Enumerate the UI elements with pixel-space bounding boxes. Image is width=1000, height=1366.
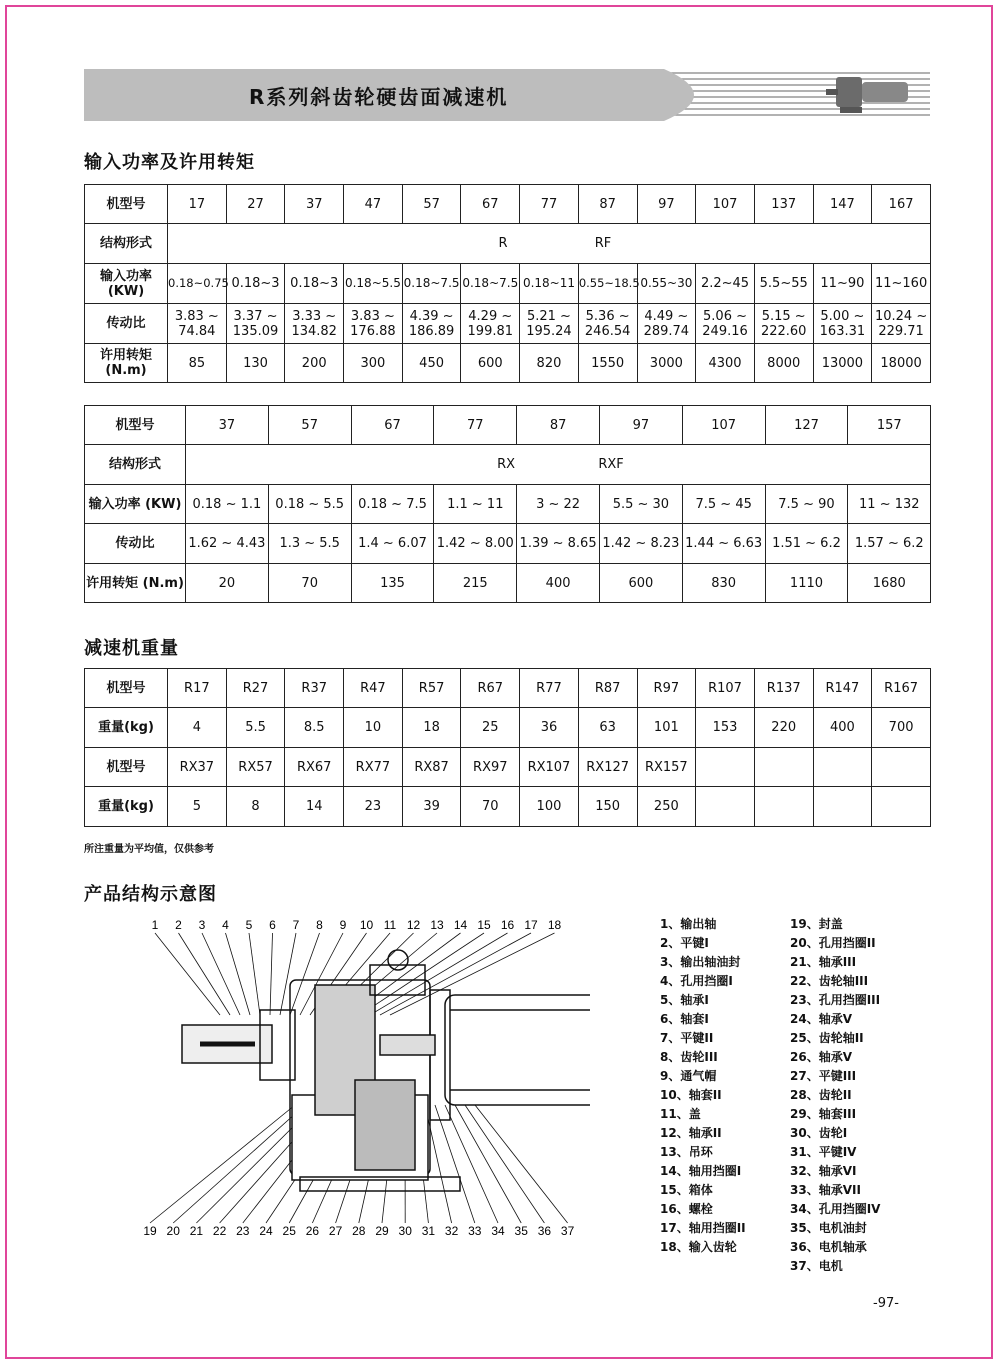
form-value-a: RX xyxy=(497,457,516,472)
legend-item: 18、输入齿轮 xyxy=(660,1240,737,1254)
legend-item: 1、输出轴 xyxy=(660,917,717,931)
callout-number: 17 xyxy=(524,918,538,932)
power-cell: 0.18 ~ 7.5 xyxy=(351,485,434,524)
model-cell: RX37 xyxy=(168,748,227,787)
weight-cell: 23 xyxy=(344,787,403,827)
model-cell xyxy=(813,748,872,787)
model-cell: R47 xyxy=(344,669,403,708)
torque-cell: 1550 xyxy=(578,344,637,383)
weight-cell: 4 xyxy=(168,708,227,748)
weight-table xyxy=(84,668,931,827)
form-label: 结构形式 xyxy=(85,224,168,264)
torque-cell: 4300 xyxy=(696,344,755,383)
callout-number: 27 xyxy=(328,1224,343,1238)
weight-cell: 400 xyxy=(813,708,872,748)
legend-item: 14、轴用挡圈I xyxy=(660,1164,742,1178)
leader-line xyxy=(155,933,220,1015)
r-series-table xyxy=(84,184,931,383)
callout-number: 29 xyxy=(375,1224,389,1238)
torque-cell: 300 xyxy=(344,344,403,383)
callout-number: 23 xyxy=(236,1224,250,1238)
model-cell: R87 xyxy=(578,669,637,708)
ratio-cell: 5.21 ~ 195.24 xyxy=(520,304,579,344)
model-cell: 57 xyxy=(402,185,461,224)
model-cell: 37 xyxy=(285,185,344,224)
legend-item: 30、齿轮I xyxy=(790,1126,848,1140)
legend-item: 28、齿轮II xyxy=(790,1088,852,1102)
torque-row xyxy=(85,564,931,603)
model-cell: 97 xyxy=(599,406,682,445)
legend-item: 25、齿轮轴II xyxy=(790,1031,864,1045)
callout-number: 5 xyxy=(245,918,253,932)
legend-item: 8、齿轮III xyxy=(660,1050,718,1064)
model-label: 机型号 xyxy=(85,185,168,224)
legend-item: 11、盖 xyxy=(660,1107,701,1121)
power-row xyxy=(85,264,931,304)
model-cell: RX127 xyxy=(578,748,637,787)
callout-number: 13 xyxy=(430,918,444,932)
torque-label: 许用转矩 (N.m) xyxy=(85,344,168,383)
power-cell: 11~90 xyxy=(813,264,872,304)
rx-series-table xyxy=(84,405,931,603)
ratio-label: 传动比 xyxy=(85,304,168,344)
power-cell: 7.5 ~ 45 xyxy=(682,485,765,524)
model-cell: 77 xyxy=(434,406,517,445)
power-cell: 5.5~55 xyxy=(754,264,813,304)
weight-cell: 101 xyxy=(637,708,696,748)
section-title-power: 输入功率及许用转矩 xyxy=(84,152,255,173)
callout-number: 26 xyxy=(305,1224,320,1238)
weight-cell: 220 xyxy=(754,708,813,748)
power-cell: 0.18~0.75 xyxy=(168,264,227,304)
weight-cell: 14 xyxy=(285,787,344,827)
model-cell: 67 xyxy=(461,185,520,224)
power-cell: 0.18~7.5 xyxy=(461,264,520,304)
callout-number: 33 xyxy=(468,1224,482,1238)
model-cell: RX107 xyxy=(520,748,579,787)
model-cell: R27 xyxy=(226,669,285,708)
ratio-cell: 1.39 ~ 8.65 xyxy=(517,524,600,564)
weight-cell xyxy=(872,787,931,827)
callout-number: 10 xyxy=(359,918,374,932)
weight-cell: 250 xyxy=(637,787,696,827)
torque-cell: 200 xyxy=(285,344,344,383)
power-cell: 11 ~ 132 xyxy=(848,485,931,524)
legend-item: 32、轴承VI xyxy=(790,1164,857,1178)
callout-number: 30 xyxy=(398,1224,412,1238)
legend-item: 6、轴套I xyxy=(660,1012,709,1026)
callout-number: 25 xyxy=(282,1224,296,1238)
weight-cell: 153 xyxy=(696,708,755,748)
model-cell: R167 xyxy=(872,669,931,708)
r-weight-row xyxy=(85,708,931,748)
gearbox-cross-section-diagram xyxy=(140,915,590,1245)
leader-line xyxy=(380,933,531,1015)
section-title-weight: 减速机重量 xyxy=(84,638,179,659)
torque-cell: 215 xyxy=(434,564,517,603)
model-cell: 157 xyxy=(848,406,931,445)
legend-item: 16、螺栓 xyxy=(660,1202,713,1216)
ratio-cell: 4.39 ~ 186.89 xyxy=(402,304,461,344)
model-cell: RX67 xyxy=(285,748,344,787)
power-cell: 0.18~3 xyxy=(285,264,344,304)
callout-number: 8 xyxy=(316,918,323,932)
callout-number: 9 xyxy=(339,918,347,932)
form-value-a: R xyxy=(498,236,508,251)
legend-item: 23、孔用挡圈III xyxy=(790,993,881,1007)
weight-cell: 700 xyxy=(872,708,931,748)
model-cell: 107 xyxy=(682,406,765,445)
model-cell: R137 xyxy=(754,669,813,708)
legend-item: 37、电机 xyxy=(790,1259,843,1273)
leader-line xyxy=(455,1105,521,1223)
power-cell: 0.18~3 xyxy=(226,264,285,304)
leader-line xyxy=(202,933,240,1015)
legend-item: 31、平键IV xyxy=(790,1145,857,1159)
torque-cell: 1680 xyxy=(848,564,931,603)
weight-cell xyxy=(696,787,755,827)
power-cell: 0.18~11 xyxy=(520,264,579,304)
parts-legend-col2 xyxy=(790,915,880,1276)
leader-line xyxy=(249,933,260,1015)
ratio-cell: 5.00 ~ 163.31 xyxy=(813,304,872,344)
legend-item: 26、轴承V xyxy=(790,1050,852,1064)
torque-cell: 400 xyxy=(517,564,600,603)
ratio-cell: 3.37 ~ 135.09 xyxy=(226,304,285,344)
torque-cell: 820 xyxy=(520,344,579,383)
ratio-cell: 10.24 ~ 229.71 xyxy=(872,304,931,344)
leader-line xyxy=(150,1105,295,1223)
model-cell: 107 xyxy=(696,185,755,224)
model-cell: R57 xyxy=(402,669,461,708)
model-cell: 47 xyxy=(344,185,403,224)
form-value-b: RF xyxy=(594,236,612,251)
legend-item: 4、孔用挡圈I xyxy=(660,974,733,988)
form-row xyxy=(85,445,931,485)
leader-line xyxy=(226,933,251,1015)
callout-number: 16 xyxy=(500,918,515,932)
ratio-cell: 1.51 ~ 6.2 xyxy=(765,524,848,564)
legend-item: 22、齿轮轴III xyxy=(790,974,869,988)
torque-cell: 830 xyxy=(682,564,765,603)
section-title-structure: 产品结构示意图 xyxy=(84,884,217,905)
torque-cell: 450 xyxy=(402,344,461,383)
legend-item: 2、平键I xyxy=(660,936,709,950)
model-cell: RX87 xyxy=(402,748,461,787)
form-label: 结构形式 xyxy=(85,445,186,485)
model-cell: 167 xyxy=(872,185,931,224)
callout-number: 1 xyxy=(151,918,159,932)
legend-item: 10、轴套II xyxy=(660,1088,722,1102)
torque-cell: 70 xyxy=(268,564,351,603)
weight-cell: 63 xyxy=(578,708,637,748)
leader-line xyxy=(370,933,508,1015)
callout-number: 28 xyxy=(352,1224,366,1238)
leader-line xyxy=(390,933,555,1015)
weight-cell: 5 xyxy=(168,787,227,827)
power-label: 输入功率 (KW) xyxy=(85,485,186,524)
weight-cell: 100 xyxy=(520,787,579,827)
legend-item: 36、电机轴承 xyxy=(790,1240,867,1254)
callout-number: 12 xyxy=(406,918,421,932)
leader-line xyxy=(270,933,273,1015)
callout-number: 7 xyxy=(292,918,300,932)
legend-item: 13、吊环 xyxy=(660,1145,713,1159)
weight-cell xyxy=(754,787,813,827)
weight-note: 所注重量为平均值，仅供参考 xyxy=(84,844,214,855)
ratio-cell: 5.06 ~ 249.16 xyxy=(696,304,755,344)
power-cell: 0.18~7.5 xyxy=(402,264,461,304)
model-cell xyxy=(754,748,813,787)
model-cell: 97 xyxy=(637,185,696,224)
callout-number: 37 xyxy=(560,1224,575,1238)
torque-cell: 130 xyxy=(226,344,285,383)
ratio-cell: 5.36 ~ 246.54 xyxy=(578,304,637,344)
model-cell: 77 xyxy=(520,185,579,224)
model-cell: 147 xyxy=(813,185,872,224)
callout-number: 20 xyxy=(166,1224,180,1238)
model-cell: R67 xyxy=(461,669,520,708)
callout-number: 6 xyxy=(269,918,276,932)
torque-cell: 1110 xyxy=(765,564,848,603)
weight-cell: 150 xyxy=(578,787,637,827)
ratio-cell: 1.4 ~ 6.07 xyxy=(351,524,434,564)
legend-item: 5、轴承I xyxy=(660,993,709,1007)
model-cell: R107 xyxy=(696,669,755,708)
model-label: 机型号 xyxy=(85,669,168,708)
callout-number: 36 xyxy=(537,1224,552,1238)
model-cell xyxy=(872,748,931,787)
leader-line xyxy=(475,1105,568,1223)
torque-cell: 8000 xyxy=(754,344,813,383)
ratio-cell: 3.33 ~ 134.82 xyxy=(285,304,344,344)
power-cell: 0.55~30 xyxy=(637,264,696,304)
weight-cell: 18 xyxy=(402,708,461,748)
torque-cell: 13000 xyxy=(813,344,872,383)
weight-cell: 10 xyxy=(344,708,403,748)
weight-cell: 5.5 xyxy=(226,708,285,748)
torque-label: 许用转矩 (N.m) xyxy=(85,564,186,603)
model-cell: 87 xyxy=(517,406,600,445)
model-cell: RX77 xyxy=(344,748,403,787)
callout-number: 31 xyxy=(421,1224,436,1238)
callout-number: 24 xyxy=(259,1224,273,1238)
ratio-cell: 1.57 ~ 6.2 xyxy=(848,524,931,564)
power-cell: 11~160 xyxy=(872,264,931,304)
ratio-cell: 5.15 ~ 222.60 xyxy=(754,304,813,344)
legend-item: 35、电机油封 xyxy=(790,1221,867,1235)
ratio-cell: 4.49 ~ 289.74 xyxy=(637,304,696,344)
ratio-label: 传动比 xyxy=(85,524,186,564)
rx-weight-row xyxy=(85,787,931,827)
callout-number: 22 xyxy=(212,1224,227,1238)
leader-line xyxy=(465,1105,544,1223)
legend-item: 3、输出轴油封 xyxy=(660,955,741,969)
form-cell xyxy=(186,445,931,485)
ratio-cell: 3.83 ~ 176.88 xyxy=(344,304,403,344)
model-cell: R77 xyxy=(520,669,579,708)
page-header xyxy=(84,69,930,121)
leader-line xyxy=(445,1105,498,1223)
ratio-cell: 1.44 ~ 6.63 xyxy=(682,524,765,564)
page-title: R系列斜齿轮硬齿面减速机 xyxy=(249,85,509,109)
callout-number: 15 xyxy=(477,918,491,932)
callout-number: 18 xyxy=(547,918,562,932)
legend-item: 21、轴承III xyxy=(790,955,857,969)
power-row xyxy=(85,485,931,524)
weight-cell: 8.5 xyxy=(285,708,344,748)
legend-item: 9、通气帽 xyxy=(660,1069,717,1083)
callout-number: 4 xyxy=(222,918,229,932)
weight-cell: 36 xyxy=(520,708,579,748)
model-cell: 127 xyxy=(765,406,848,445)
legend-item: 17、轴用挡圈II xyxy=(660,1221,746,1235)
legend-item: 27、平键III xyxy=(790,1069,857,1083)
gearbox-drawing xyxy=(182,950,590,1191)
torque-row xyxy=(85,344,931,383)
form-row xyxy=(85,224,931,264)
model-label: 机型号 xyxy=(85,748,168,787)
weight-label: 重量(kg) xyxy=(85,708,168,748)
torque-cell: 135 xyxy=(351,564,434,603)
power-cell: 0.18 ~ 1.1 xyxy=(186,485,269,524)
torque-cell: 85 xyxy=(168,344,227,383)
form-value-b: RXF xyxy=(598,457,624,472)
weight-cell: 39 xyxy=(402,787,461,827)
ratio-cell: 1.42 ~ 8.00 xyxy=(434,524,517,564)
model-cell: RX157 xyxy=(637,748,696,787)
ratio-cell: 1.3 ~ 5.5 xyxy=(268,524,351,564)
legend-item: 7、平键II xyxy=(660,1031,714,1045)
callout-number: 34 xyxy=(491,1224,505,1238)
r-model-row xyxy=(85,669,931,708)
ratio-cell: 1.42 ~ 8.23 xyxy=(599,524,682,564)
legend-item: 20、孔用挡圈II xyxy=(790,936,876,950)
model-cell: 27 xyxy=(226,185,285,224)
power-cell: 0.55~18.5 xyxy=(578,264,637,304)
callout-number: 35 xyxy=(514,1224,528,1238)
model-cell: 57 xyxy=(268,406,351,445)
legend-item: 34、孔用挡圈IV xyxy=(790,1202,881,1216)
torque-cell: 20 xyxy=(186,564,269,603)
ratio-cell: 1.62 ~ 4.43 xyxy=(186,524,269,564)
ratio-cell: 4.29 ~ 199.81 xyxy=(461,304,520,344)
model-cell: 137 xyxy=(754,185,813,224)
power-cell: 0.18~5.5 xyxy=(344,264,403,304)
power-cell: 2.2~45 xyxy=(696,264,755,304)
model-cell: R147 xyxy=(813,669,872,708)
callout-number: 2 xyxy=(175,918,182,932)
parts-legend-col1 xyxy=(660,915,746,1257)
weight-label: 重量(kg) xyxy=(85,787,168,827)
model-cell: 67 xyxy=(351,406,434,445)
legend-item: 15、箱体 xyxy=(660,1183,713,1197)
model-cell: RX57 xyxy=(226,748,285,787)
callout-number: 32 xyxy=(444,1224,459,1238)
legend-item: 24、轴承V xyxy=(790,1012,852,1026)
model-row xyxy=(85,185,931,224)
callout-number: 3 xyxy=(198,918,206,932)
model-cell: RX97 xyxy=(461,748,520,787)
ratio-row xyxy=(85,524,931,564)
callout-number: 11 xyxy=(383,918,397,932)
power-cell: 3 ~ 22 xyxy=(517,485,600,524)
model-cell: R37 xyxy=(285,669,344,708)
header-graphic xyxy=(664,69,930,121)
power-cell: 5.5 ~ 30 xyxy=(599,485,682,524)
callout-number: 14 xyxy=(453,918,468,932)
leader-line xyxy=(173,1105,305,1223)
weight-cell: 25 xyxy=(461,708,520,748)
model-row xyxy=(85,406,931,445)
legend-item: 33、轴承VII xyxy=(790,1183,861,1197)
torque-cell: 18000 xyxy=(872,344,931,383)
model-cell: 17 xyxy=(168,185,227,224)
torque-cell: 600 xyxy=(599,564,682,603)
form-cell xyxy=(168,224,931,264)
model-cell: R97 xyxy=(637,669,696,708)
rx-model-row xyxy=(85,748,931,787)
page-number: -97- xyxy=(873,1296,899,1311)
leader-line xyxy=(179,933,231,1015)
weight-cell: 70 xyxy=(461,787,520,827)
power-cell: 1.1 ~ 11 xyxy=(434,485,517,524)
legend-item: 19、封盖 xyxy=(790,917,843,931)
model-label: 机型号 xyxy=(85,406,186,445)
legend-item: 12、轴承II xyxy=(660,1126,722,1140)
model-cell xyxy=(696,748,755,787)
torque-cell: 3000 xyxy=(637,344,696,383)
callout-number: 19 xyxy=(143,1224,157,1238)
model-cell: R17 xyxy=(168,669,227,708)
ratio-row xyxy=(85,304,931,344)
torque-cell: 600 xyxy=(461,344,520,383)
ratio-cell: 3.83 ~ 74.84 xyxy=(168,304,227,344)
weight-cell xyxy=(813,787,872,827)
legend-item: 29、轴套III xyxy=(790,1107,857,1121)
power-cell: 7.5 ~ 90 xyxy=(765,485,848,524)
leader-line xyxy=(280,933,296,1015)
power-cell: 0.18 ~ 5.5 xyxy=(268,485,351,524)
model-cell: 37 xyxy=(186,406,269,445)
weight-cell: 8 xyxy=(226,787,285,827)
power-label: 输入功率 (KW) xyxy=(85,264,168,304)
leader-line xyxy=(435,1105,475,1223)
model-cell: 87 xyxy=(578,185,637,224)
leader-line xyxy=(425,1105,452,1223)
callout-number: 21 xyxy=(189,1224,204,1238)
